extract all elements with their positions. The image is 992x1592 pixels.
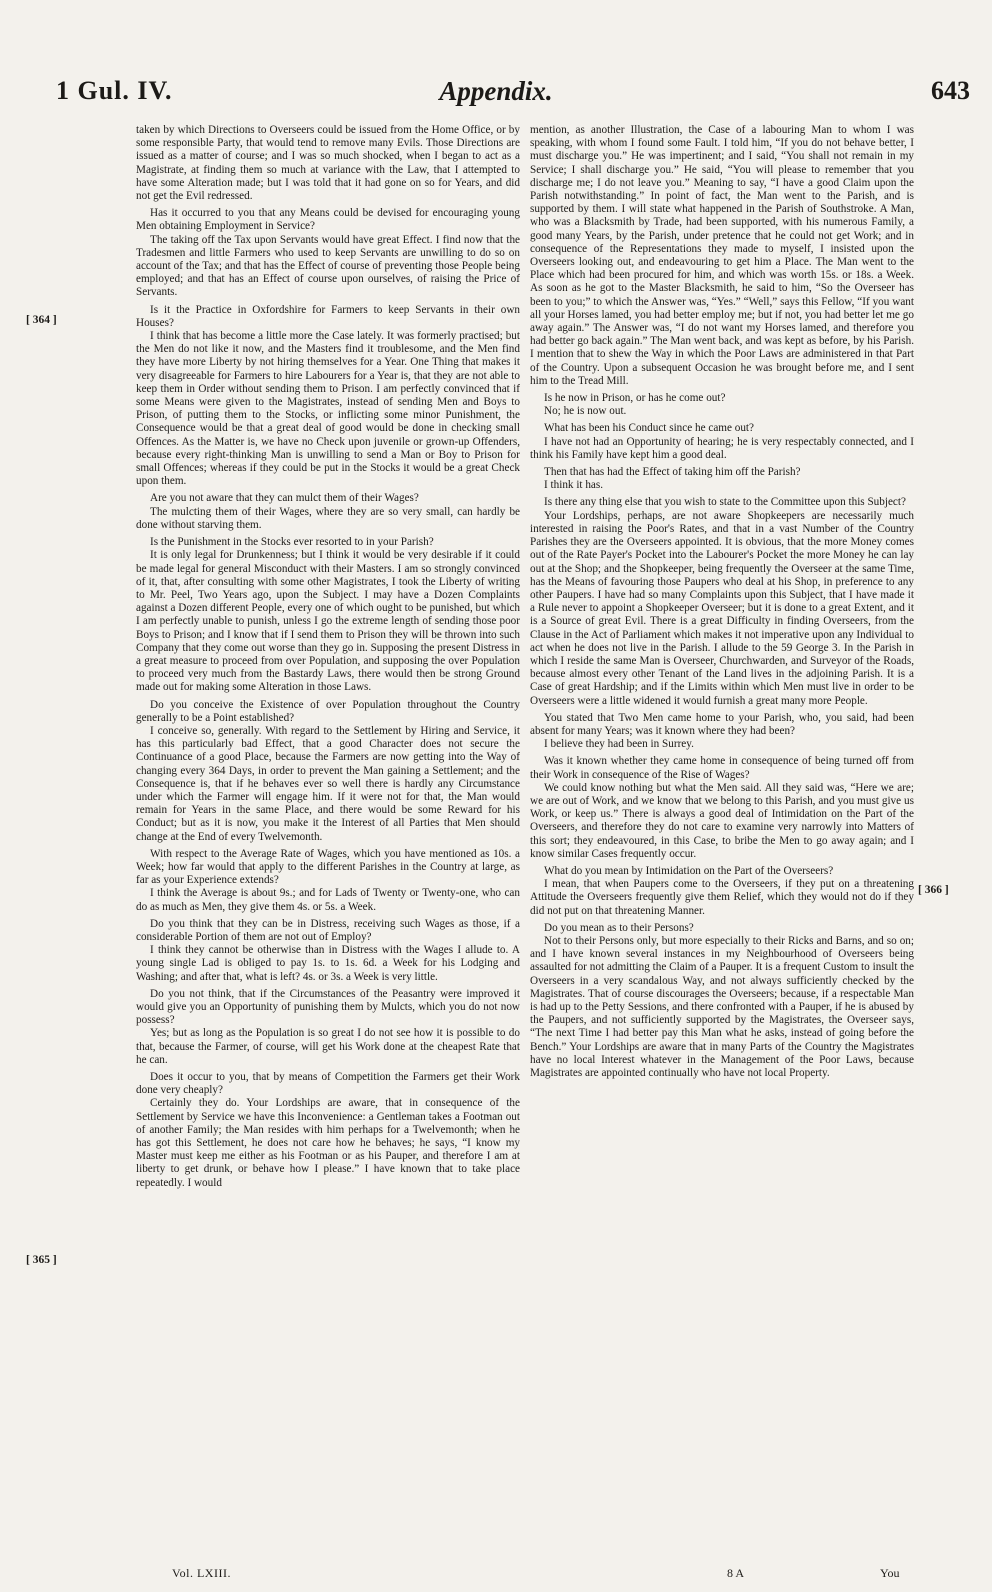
- question-paragraph: Do you conceive the Existence of over Population throughout the Country generally to be a Point established?: [136, 698, 520, 724]
- answer-paragraph: I think the Average is about 9s.; and for Lads of Twenty or Twenty-one, who can do as much as Men, they give them 4s. or 5s. a Week.: [136, 887, 520, 913]
- volume-label: Vol. LXIII.: [172, 1566, 231, 1580]
- answer-paragraph: I mean, that when Paupers come to the Overseers, if they put on a threatening Attitude the Overseers frequently give them Relief, which they would not do if they did not put on that threatening Manner.: [530, 878, 914, 917]
- question-paragraph: What do you mean by Intimidation on the Part of the Overseers?: [544, 864, 834, 877]
- answer-paragraph: I think they cannot be otherwise than in Distress with the Wages I allude to. A young single Lad is obliged to pay 1s. to 1s. 6d. a Week for his Lodging and Washing; and after that, what is left? 4s. or 3s. a Week is very little.: [136, 944, 520, 983]
- answer-paragraph: I have not had an Opportunity of hearing; he is very respectably connected, and I think his Family have kept him a good deal.: [530, 435, 914, 461]
- question-paragraph: Do you think that they can be in Distress, receiving such Wages as those, if a considerable Portion of them are not out of Employ?: [136, 917, 520, 943]
- answer-paragraph: Your Lordships, perhaps, are not aware Shopkeepers are necessarily much interested in raising the Poor's Rates, and that in a vast Number of the Country Parishes they are the Overseers appointed. It is obvious, that the more Money comes out of the Rate Payer's Pocket into the Labourer's Pocket the more Money he can lay out at the Shop; and the Shopkeeper, being frequently the Overseer at the same Time, has the Means of favouring those Paupers who deal at his Shop, in preference to any other Paupers. I have had so many Complaints upon this Subject, that I have made it a Rule never to appoint a Shopkeeper Overseer; but it is done to a great Extent, and it is a Source of great Evil. There is a great Difficulty in finding Overseers, from the Clause in the Act of Parliament which makes it not imperative upon any Individual to act when he does not live in the Parish. I allude to the 59 George 3. In the Parish in which I reside the same Man is Overseer, Churchwarden, and Surveyor of the Roads, because almost every other Tenant of the Land lives in the adjoining Parish. It is a Case of great Hardship; and if the Limits within which Men must live in order to be Overseers were a little widened it would furnish a great many more People.: [530, 509, 914, 707]
- question-paragraph: Is it the Practice in Oxfordshire for Farmers to keep Servants in their own Houses?: [136, 303, 520, 329]
- question-paragraph: Is he now in Prison, or has he come out?: [544, 392, 726, 405]
- answer-paragraph: No; he is now out.: [544, 405, 627, 418]
- running-header: [0, 76, 992, 116]
- answer-paragraph: I conceive so, generally. With regard to the Settlement by Hiring and Service, it has this particularly bad Effect, that a good Character does not secure the Continuance of a good Place, because the Farmers are now getting into the Way of changing every 364 Days, in order to prevent the Man gaining a Settlement; and the Consequence is, that if he behaves ever so well there is hardly any Circumstance under which the Farmer will engage him. If it were not for that, the Man would remain for Years in the same Place, and there would be some Reward for his Conduct; but as it is now, you make it the Interest of all Parties that Men should change at the End of every Twelvemonth.: [136, 724, 520, 843]
- right-column: [530, 124, 914, 1080]
- catchword: You: [880, 1566, 900, 1580]
- answer-paragraph: The taking off the Tax upon Servants would have great Effect. I find now that the Tradesmen and little Farmers who used to keep Servants are unwilling to do so on account of the Tax; and that has the Effect of course of preventing those People being employed; and that has an Effect of course upon ourselves, of raising the Price of Servants.: [136, 233, 520, 299]
- signature-mark: 8 A: [727, 1566, 745, 1580]
- question-paragraph: Do you not think, that if the Circumstances of the Peasantry were improved it would give you an Opportunity of punishing them by Mulcts, which you do not now possess?: [136, 987, 520, 1027]
- section-title: Appendix.: [439, 76, 553, 106]
- answer-paragraph: I think it has.: [544, 479, 604, 492]
- answer-paragraph: It is only legal for Drunkenness; but I think it would be very desirable if it could be made legal for general Misconduct with their Masters. I am so strongly convinced of it, that, after consulting with some other Magistrates, I took the Liberty of writing to Mr. Peel, Two Years ago, upon the Subject. I may have a Dozen Complaints against a Dozen different People, every one of which ought to be punished, but which I am perfectly unable to punish, unless I go the extreme length of sending those poor Boys to Prison; and I know that if I send them to Prison they will be thrown into such Company that they come out worse than they go in. Supposing the present Distress in a great measure to proceed from over Population, and supposing the over Population to proceed very much from the Bastardy Laws, there would then be strong Ground made out for making some Alteration in those Laws.: [136, 549, 520, 694]
- margin-marker-364: [ 364 ]: [26, 314, 57, 326]
- answer-paragraph: I believe they had been in Surrey.: [544, 738, 694, 751]
- page-number: 643: [931, 76, 970, 105]
- answer-paragraph: We could know nothing but what the Men said. All they said was, “Here we are; we are out of Work, and we know that we belong to this Parish, and you must give us Work, or keep us.” There is always a good deal of Intimidation on the Part of the Overseers, and therefore they do not care to examine very narrowly into Matters of this sort; they endeavoured, in this Case, to bribe the Men to go away again; and I know similar Cases frequently occur.: [530, 781, 914, 860]
- question-paragraph: Has it occurred to you that any Means could be devised for encouraging young Men obtaining Employment in Service?: [136, 207, 520, 233]
- answer-paragraph: Not to their Persons only, but more especially to their Ricks and Barns, and so on; and I have known several instances in my Neighbourhood of Overseers being assaulted for not admitting the Claim of a Pauper. It is a frequent Custom to insult the Overseers in a very scandalous Way, and not always sufficiently checked by the Magistrates. That of course discourages the Overseers; because, if a respectable Man is had up to the Petty Sessions, and there confronted with a Pauper, if he is abused by the Paupers, and not sufficiently supported by the Magistrates, the Overseer says, “The next Time I had better pay this Man what he asks, instead of going before the Bench.” Your Lordships are aware that in many Parts of the Country the Magistrates have no local Interest whatever in the Management of the Poor Laws, because Magistrates are appointed continually who have not local Property.: [530, 934, 914, 1080]
- answer-paragraph: taken by which Directions to Overseers could be issued from the Home Office, or by some responsible Party, that would tend to remove many Evils. Those Directions are issued as a matter of course; and I was so much shocked, when I began to act as a Magistrate, at finding them so much at variance with the Law, that I attempted to have some Alteration made; but I was told that it had gone on so for Years, and did not get the Evil redressed.: [136, 124, 520, 203]
- question-paragraph: With respect to the Average Rate of Wages, which you have mentioned as 10s. a Week; how far would that apply to the different Parishes in the Country at large, as far as your Experience extends?: [136, 847, 520, 887]
- answer-paragraph: The mulcting them of their Wages, where they are so very small, can hardly be done without starving them.: [136, 505, 520, 531]
- question-paragraph: You stated that Two Men came home to your Parish, who, you said, had been absent for many Years; was it known where they had been?: [530, 711, 914, 737]
- question-paragraph: Was it known whether they came home in consequence of being turned off from their Work in consequence of the Rise of Wages?: [530, 755, 914, 781]
- margin-marker-366: [ 366 ]: [918, 884, 949, 896]
- margin-marker-365: [ 365 ]: [26, 1254, 57, 1266]
- question-paragraph: Then that has had the Effect of taking him off the Parish?: [544, 466, 801, 479]
- question-paragraph: Are you not aware that they can mulct them of their Wages?: [150, 492, 419, 505]
- answer-paragraph: Certainly they do. Your Lordships are aware, that in consequence of the Settlement by Service we have this Inconvenience: a Gentleman takes a Footman out of another Family; the Man resides with him perhaps for a Twelvemonth; when he has got this Settlement, he does not care how he behaves; he says, “I know my Master must keep me either as his Footman or as his Pauper, and therefore I am at liberty to get drunk, or behave how I please.” I have known that to take place repeatedly. I would: [136, 1097, 520, 1189]
- question-paragraph: Do you mean as to their Persons?: [544, 921, 694, 934]
- left-column: [136, 124, 520, 1190]
- regnal-year: 1 Gul. IV.: [56, 76, 173, 105]
- answer-paragraph: Yes; but as long as the Population is so great I do not see how it is possible to do that, because the Farmer, of course, will get his Work done at the cheapest Rate that he can.: [136, 1027, 520, 1066]
- question-paragraph: What has been his Conduct since he came out?: [544, 422, 755, 435]
- question-paragraph: Does it occur to you, that by means of Competition the Farmers get their Work done very cheaply?: [136, 1071, 520, 1097]
- question-paragraph: Is there any thing else that you wish to state to the Committee upon this Subject?: [544, 496, 906, 509]
- answer-paragraph: I think that has become a little more the Case lately. It was formerly practised; but the Men do not like it now, and the Masters find it troublesome, and the Men find they have more Liberty by not hiring themselves for a Year. One Thing that makes it very disagreeable for Farmers to hire Labourers for a Year is, that they are not able to keep them in Order without sending them to Prison. I am perfectly convinced that if some Means were given to the Magistrates, instead of sending Men and Boys to Prison, of putting them to the Stocks, or inflicting some minor Punishment, the Consequence would be that a great deal of good would be done in checking small Offences. As the Matter is, we have no Check upon juvenile or grown-up Offenders, because every right-thinking Man is unwilling to send a Man or Boy to Prison for small Offences; whereas if they could be put in the Stocks it would be a great Check upon them.: [136, 330, 520, 488]
- question-paragraph: Is the Punishment in the Stocks ever resorted to in your Parish?: [150, 536, 434, 549]
- answer-paragraph: mention, as another Illustration, the Case of a labouring Man to whom I was speaking, with whom I found some Fault. I told him, “If you do not behave better, I must discharge you.” He was impertinent; and I said, “You shall not remain in my Service; I shall discharge you.” He said, “You will please to remember that you discharge me; I do not leave you.” Meaning to say, “I have a good Claim upon the Parish notwithstanding.” In point of fact, the Man went to the Parish, and is supported by them. I will state what happened in the Parish of Southstroke. A Man, who was a Blacksmith by Trade, had been supported, with his numerous Family, a good many Years, by the Parish, under pretence that he could not get Work; and in consequence of the Representations they made to myself, I insisted upon the Overseers looking out, and endeavouring to get him a Place. The Man went to the Place which had been procured for him, and which was worth 15s. or 18s. a Week. As soon as he got to the Master Blacksmith, he said to him, “So the Overseer has been to you;” to which the Answer was, “Yes.” “Well,” says this Fellow, “If you want all your Horses lamed, you had better employ me; but if not, you had better let me go away again.” The Answer was, “I do not want my Horses lamed, and therefore you had better go back again.” The Man went back, and was kept as before, by his Parish. I mention that to shew the Way in which the Poor Laws are administered in that Part of the Country. Upon a subsequent Occasion he was brought before me, and I sent him to the Tread Mill.: [530, 124, 914, 387]
